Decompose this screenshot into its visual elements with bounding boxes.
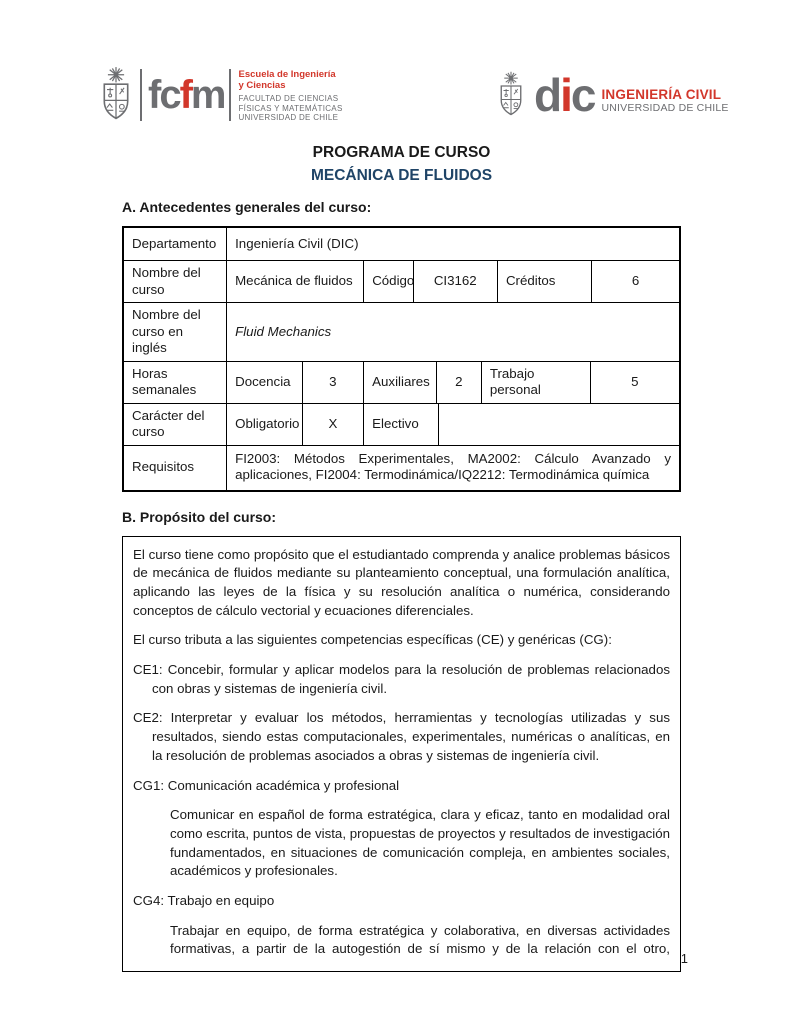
nombre-value-cell: Mecánica de fluidos (226, 261, 363, 302)
competency-text: Comunicación académica y profesional (167, 777, 400, 793)
auxiliares-value-cell: 2 (436, 362, 481, 403)
electivo-label-cell: Electivo (363, 404, 437, 445)
departamento-value-cell: Ingeniería Civil (DIC) (226, 228, 679, 260)
section-a-heading: A. Antecedentes generales del curso: (122, 199, 372, 215)
competency-label: CE1: (133, 662, 163, 678)
docencia-label-cell: Docencia (226, 362, 301, 403)
table-row (124, 302, 679, 361)
purpose-box (122, 536, 681, 973)
trabajo-personal-value-cell: 5 (590, 362, 679, 403)
table-row (124, 445, 679, 490)
creditos-value-cell: 6 (591, 261, 679, 302)
table-row (124, 403, 679, 445)
competency-cg1-description: Comunicar en español de forma estratégica, clara y eficaz, tanto en modalidad oral como escrita, puntos de vista, propuestas de proyectos y resultados de investigación fundamentados, en situaciones de comunicación compleja, en ambientes sociales, académicos y profesionales. (170, 807, 670, 879)
fcfm-letter: c (159, 73, 180, 117)
horas-label-cell: Horas semanales (132, 365, 197, 397)
competency-text: Trabajo en equipo (167, 893, 275, 909)
competency-text: Concebir, formular y aplicar modelos para la resolución de problemas relacionados con obras y sistemas de ingeniería civil. (152, 662, 670, 696)
dic-line2: UNIVERSIDAD DE CHILE (601, 101, 729, 114)
competency-text: Interpretar y evaluar los métodos, herramientas y tecnologías utilizadas y sus resultados, siendo estas computacionales, experimentales, numéricas o analíticas, en la resolución de problemas asociados a obras y sistemas de ingeniería civil. (152, 710, 670, 763)
fcfm-letter: f (148, 73, 160, 117)
document-title-block (122, 141, 681, 187)
nombre-ingles-label-cell: Nombre del curso en inglés (132, 307, 201, 355)
competency-ce1 (133, 661, 670, 698)
electivo-value-cell (438, 404, 679, 445)
competency-ce2 (133, 709, 670, 765)
dic-letter: d (534, 69, 561, 121)
caracter-label-cell: Carácter del curso (132, 407, 205, 439)
fcfm-faculty-line: UNIVERSIDAD DE CHILE (238, 113, 339, 123)
general-info-table (122, 226, 681, 492)
fcfm-letter: f (179, 73, 191, 117)
page-number: 1 (680, 951, 688, 966)
nombre-ingles-value-cell: Fluid Mechanics (226, 303, 679, 361)
document-content (122, 199, 681, 972)
uchile-crest-icon (496, 66, 526, 124)
requisitos-label-cell: Requisitos (132, 459, 195, 475)
dic-logo-text (601, 77, 728, 114)
departamento-label-cell: Departamento (132, 235, 217, 251)
fcfm-logo-text (238, 67, 342, 123)
purpose-paragraph: El curso tiene como propósito que el estudiantado comprenda y analice problemas básicos de mecánica de fluidos mediante su planteamiento conceptual, una formulación analítica, aplicando las leyes de la física y su resolución analítica o numérica, considerando conceptos de cálculo vectorial y ecuaciones diferenciales. (133, 546, 670, 618)
competency-cg4-description: Trabajar en equipo, de forma estratégica y colaborativa, en diversas actividades formativas, a partir de la autogestión de sí mismo y de la relación con el otro, (170, 922, 670, 957)
dic-wordmark (534, 69, 595, 121)
fcfm-faculty-line: FACULTAD DE CIENCIAS (238, 94, 339, 104)
competency-label: CG4: (133, 893, 165, 909)
competencies-intro-paragraph: El curso tributa a las siguientes competencias específicas (CE) y genéricas (CG): (133, 632, 612, 648)
dic-letter: c (570, 69, 595, 121)
table-row (124, 361, 679, 403)
obligatorio-label-cell: Obligatorio (226, 404, 301, 445)
section-b-heading: B. Propósito del curso: (122, 508, 277, 525)
table-row (124, 260, 679, 302)
fcfm-school-line: y Ciencias (238, 80, 286, 92)
dic-letter: i (560, 69, 571, 121)
dic-logo (496, 66, 729, 124)
creditos-label-cell: Créditos (497, 261, 591, 302)
nombre-label-cell: Nombre del curso (132, 265, 201, 297)
fcfm-faculty-line: FÍSICAS Y MATEMÁTICAS (238, 103, 343, 113)
course-program-title: PROGRAMA DE CURSO (312, 144, 491, 161)
competency-cg4 (133, 892, 670, 911)
fcfm-school-line: Escuela de Ingeniería (238, 69, 336, 81)
table-row (124, 228, 679, 260)
fcfm-letter: m (190, 73, 225, 117)
uchile-crest-icon (98, 62, 134, 128)
trabajo-personal-label-cell: Trabajo personal (481, 362, 590, 403)
dic-line1: INGENIERÍA CIVIL (601, 86, 722, 102)
auxiliares-label-cell: Auxiliares (363, 362, 436, 403)
docencia-value-cell: 3 (302, 362, 364, 403)
codigo-value-cell: CI3162 (413, 261, 497, 302)
course-name-title: MECÁNICA DE FLUIDOS (310, 167, 493, 184)
fcfm-logo (98, 62, 343, 128)
fcfm-wordmark (140, 69, 231, 121)
competency-label: CG1: (133, 777, 165, 793)
codigo-label-cell: Código (363, 261, 412, 302)
requisitos-value-cell: FI2003: Métodos Experimentales, MA2002: Cálculo Avanzado y aplicaciones, FI2004: Termodinámica/IQ2212: Termodinámica química (226, 446, 679, 490)
obligatorio-value-cell: X (302, 404, 364, 445)
competency-cg1 (133, 777, 670, 796)
competency-label: CE2: (133, 710, 163, 726)
